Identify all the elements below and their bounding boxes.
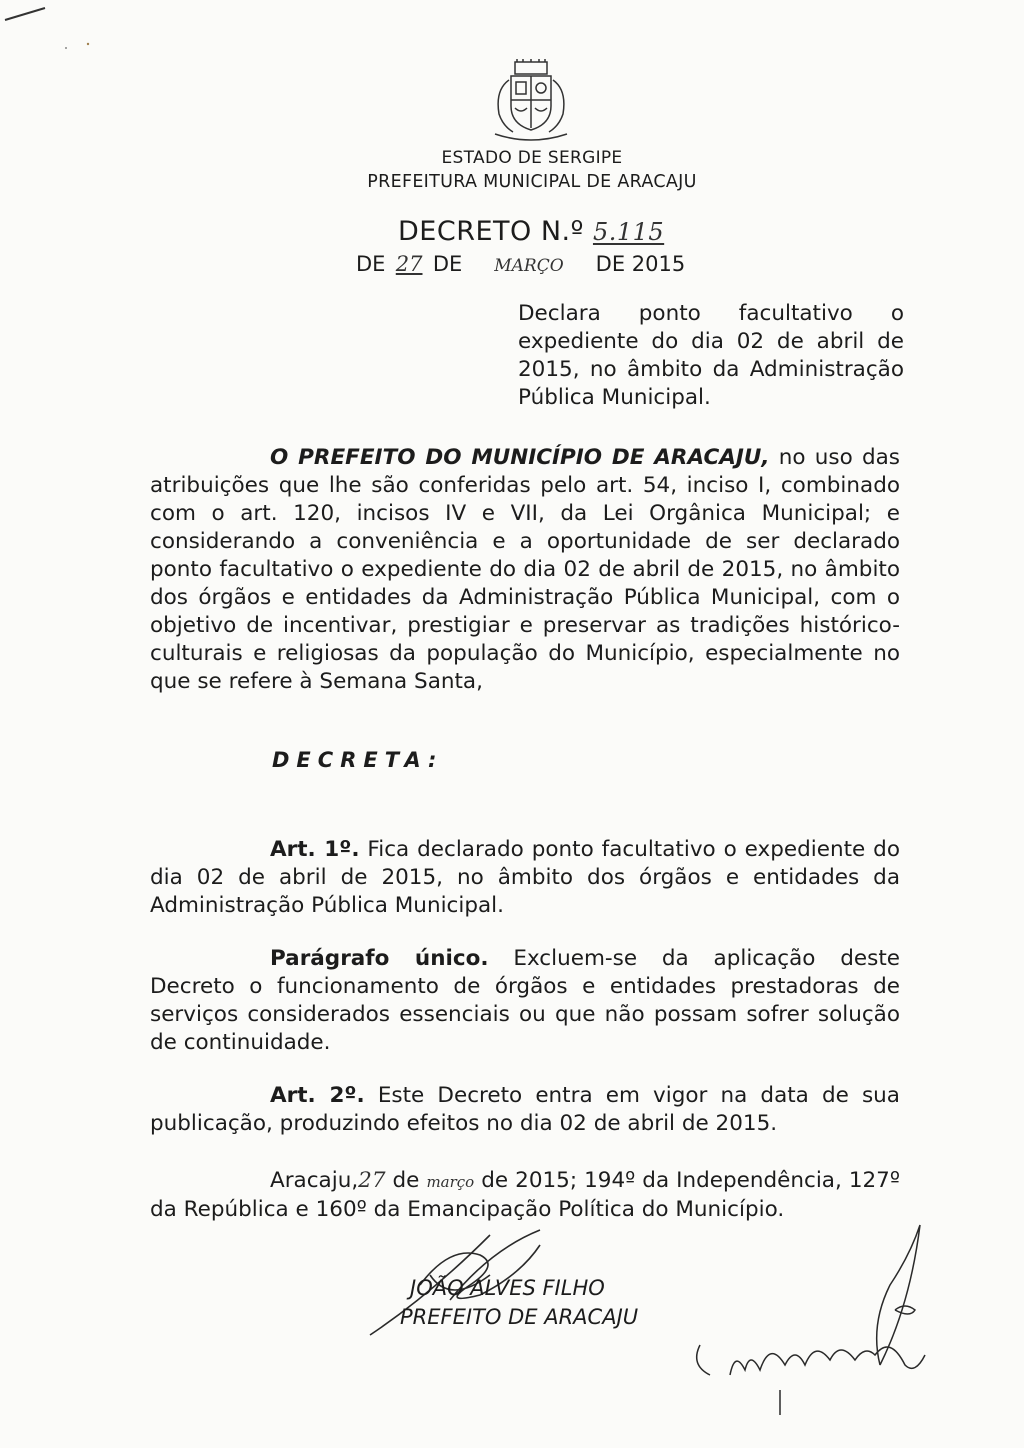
sole-paragraph-label: Parágrafo único.: [270, 946, 489, 971]
decree-day: 27: [395, 252, 423, 276]
closing-de: de: [385, 1168, 427, 1193]
preamble: [150, 444, 900, 696]
decree-year: DE 2015: [595, 252, 686, 276]
article-1: [150, 836, 900, 920]
article-1-text: Fica declarado ponto facultativo o expediente do dia 02 de abril de 2015, no âmbito dos órgãos e entidades da Administração Pública Municipal.: [150, 837, 900, 918]
article-2-label: Art. 2º.: [270, 1083, 365, 1108]
prefecture-name: PREFEITURA MUNICIPAL DE ARACAJU: [367, 172, 697, 192]
closing-day: 27: [358, 1168, 386, 1193]
decree-month: MARÇO: [494, 256, 564, 276]
signatory-name: JOÃO ALVES FILHO: [410, 1276, 605, 1300]
closing-city: Aracaju,: [270, 1168, 359, 1193]
article-2: [150, 1082, 900, 1138]
preamble-subject: O PREFEITO DO MUNICÍPIO DE ARACAJU,: [270, 445, 770, 470]
decreta-heading: DECRETA:: [272, 748, 444, 772]
date-de-1: DE: [356, 252, 386, 276]
article-2-text: Este Decreto entra em vigor na data de sua publicação, produzindo efeitos no dia 02 de abril de 2015.: [150, 1083, 900, 1136]
decree-label: DECRETO N.º: [398, 216, 584, 247]
closing-rest: de 2015; 194º da Independência, 127º da República e 160º da Emancipação Política do Município.: [150, 1168, 900, 1222]
state-name: ESTADO DE SERGIPE: [441, 148, 623, 168]
closing-month: março: [426, 1173, 475, 1191]
preamble-text: no uso das atribuições que lhe são conferidas pelo art. 54, inciso I, combinado com o art. 120, incisos IV e VII, da Lei Orgânica Municipal; e considerando a conveniência e a oportunidade de ser declarado ponto facultativo o expediente do dia 02 de abril de 2015, no âmbito dos órgãos e entidades da Administração Pública Municipal, com o objetivo de incentivar, prestigiar e preservar as tradições histórico-culturais e religiosas da população do Município, especialmente no que se refere à Semana Santa,: [150, 445, 900, 694]
decree-date: [356, 252, 716, 276]
decree-title: [398, 216, 664, 247]
ementa: Declara ponto facultativo o expediente do dia 02 de abril de 2015, no âmbito da Administração Pública Municipal.: [518, 301, 904, 410]
decree-number: 5.115: [592, 218, 665, 246]
article-1-label: Art. 1º.: [270, 837, 360, 862]
sole-paragraph: [150, 945, 900, 1057]
sole-paragraph-text: Excluem-se da aplicação deste Decreto o funcionamento de órgãos e entidades prestadoras de serviços considerados essenciais ou que não possam sofrer solução de continuidade.: [150, 946, 900, 1055]
initials-scribble: [680, 1215, 980, 1445]
coat-of-arms-icon: [485, 58, 577, 142]
scan-mark: [0, 0, 110, 60]
signatory-role: PREFEITO DE ARACAJU: [400, 1305, 639, 1329]
date-de-2: DE: [432, 252, 463, 276]
